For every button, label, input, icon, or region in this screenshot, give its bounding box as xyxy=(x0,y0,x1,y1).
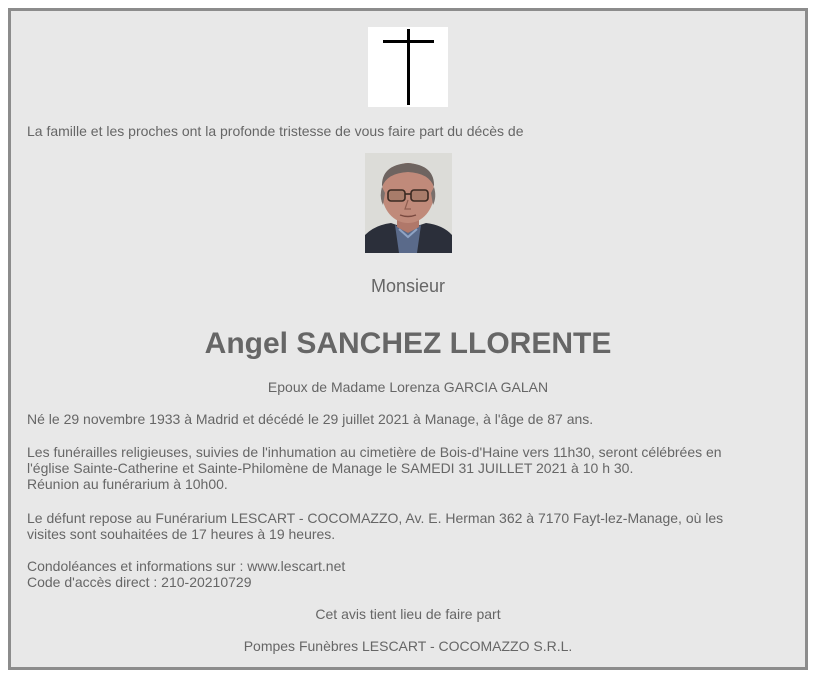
notice-line: Cet avis tient lieu de faire part xyxy=(315,606,501,622)
funeral-line: Réunion au funérarium à 10h00. xyxy=(27,476,228,492)
funeral-paragraph xyxy=(27,444,787,492)
repose-paragraph xyxy=(27,510,787,542)
repose-line: visites sont souhaitées de 17 heures à 19 heures. xyxy=(27,526,336,542)
civility-title: Monsieur xyxy=(370,276,446,296)
condolences-paragraph xyxy=(27,558,787,590)
funeral-company: Pompes Funèbres LESCART - COCOMAZZO S.R.L. xyxy=(243,638,573,654)
deceased-photo xyxy=(365,153,452,253)
birth-death-line: Né le 29 novembre 1933 à Madrid et décédé le 29 juillet 2021 à Manage, à l'âge de 87 ans. xyxy=(27,411,594,427)
intro-text: La famille et les proches ont la profonde tristesse de vous faire part du décès de xyxy=(27,123,524,139)
funeral-line: l'église Sainte-Catherine et Sainte-Philomène de Manage le SAMEDI 31 JUILLET 2021 à 10 h 30. xyxy=(27,460,634,476)
spouse-line: Epoux de Madame Lorenza GARCIA GALAN xyxy=(267,379,549,395)
condolences-line: Condoléances et informations sur : www.lescart.net xyxy=(27,558,346,574)
cross-icon xyxy=(368,27,448,107)
deceased-name: Angel SANCHEZ LLORENTE xyxy=(204,327,612,360)
repose-line: Le défunt repose au Funérarium LESCART - COCOMAZZO, Av. E. Herman 362 à 7170 Fayt-lez-Manage, où les xyxy=(27,510,724,526)
access-code-line: Code d'accès direct : 210-20210729 xyxy=(27,574,252,590)
cross-horizontal-bar xyxy=(383,40,434,43)
funeral-line: Les funérailles religieuses, suivies de l'inhumation au cimetière de Bois-d'Haine vers 11h30, seront célébrées en xyxy=(27,444,722,460)
obituary-card xyxy=(8,8,808,670)
